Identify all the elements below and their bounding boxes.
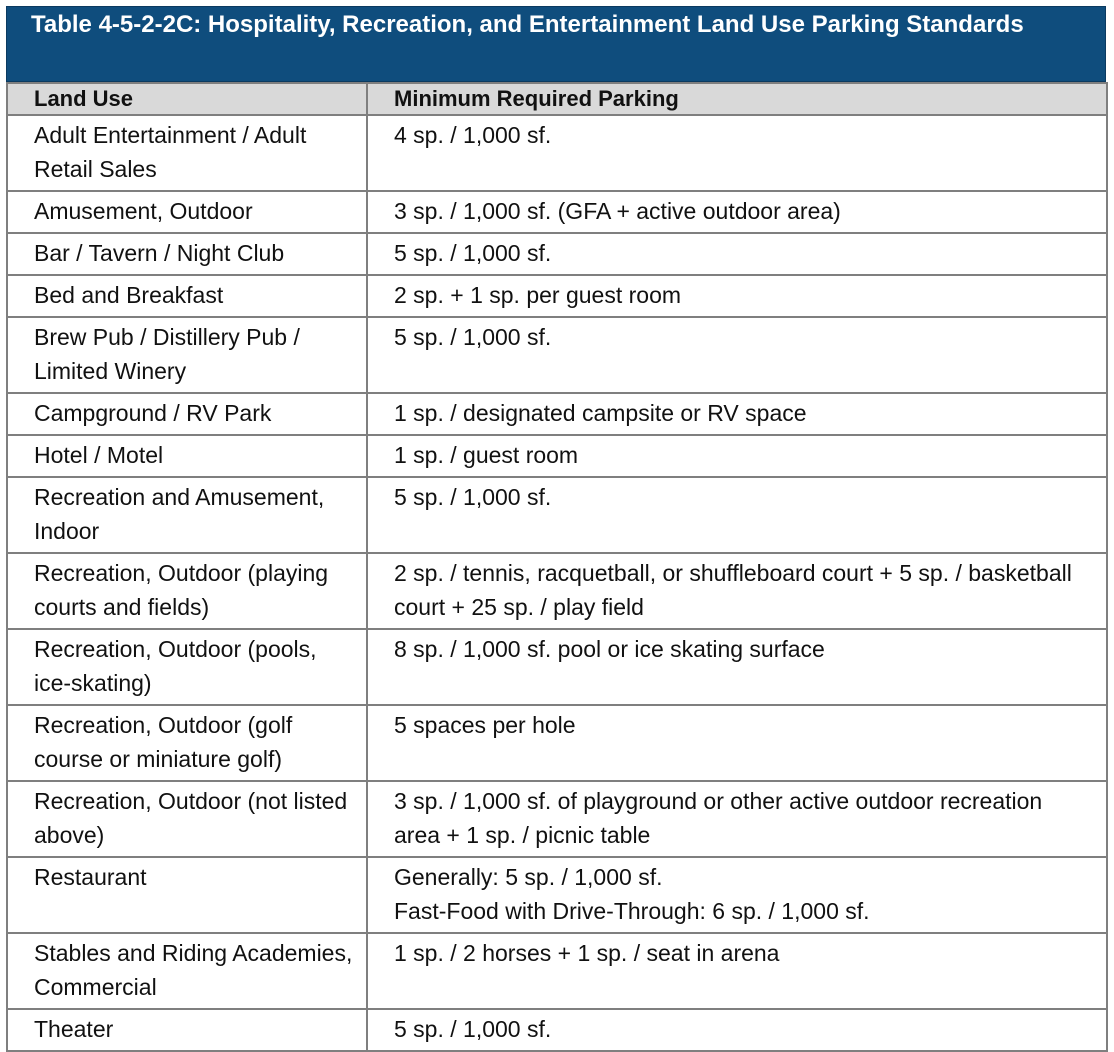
land-use-cell: Brew Pub / Distillery Pub / Limited Winery [7,317,367,393]
parking-requirement-text: 1 sp. / 2 horses + 1 sp. / seat in arena [394,940,780,966]
parking-requirement-cell [367,933,1107,1009]
parking-requirement-text: 1 sp. / designated campsite or RV space [394,400,807,426]
parking-requirement-cell [367,477,1107,553]
parking-requirement-cell [367,115,1107,191]
parking-requirement-text: 4 sp. / 1,000 sf. [394,122,552,148]
parking-requirement-text: 3 sp. / 1,000 sf. (GFA + active outdoor area) [394,198,841,224]
table-title: Table 4-5-2-2C: Hospitality, Recreation, and Entertainment Land Use Parking Standards [6,6,1106,82]
table-row [7,477,1107,553]
parking-requirement-cell [367,233,1107,275]
parking-requirement-cell [367,781,1107,857]
table-body [7,115,1107,1051]
land-use-cell: Bed and Breakfast [7,275,367,317]
header-minimum-required-parking: Minimum Required Parking [367,83,1107,115]
land-use-cell: Amusement, Outdoor [7,191,367,233]
header-land-use: Land Use [7,83,367,115]
land-use-cell: Bar / Tavern / Night Club [7,233,367,275]
table-row [7,857,1107,933]
table-row [7,275,1107,317]
parking-requirement-cell [367,1009,1107,1051]
table-row [7,1009,1107,1051]
parking-requirement-text: 2 sp. + 1 sp. per guest room [394,282,682,308]
table-row [7,933,1107,1009]
parking-requirement-cell [367,705,1107,781]
parking-requirement-text: 1 sp. / guest room [394,442,579,468]
parking-requirement-text: 5 sp. / 1,000 sf. [394,240,552,266]
parking-standards-table-container [6,6,1106,1052]
table-row [7,393,1107,435]
table-row [7,781,1107,857]
table-row [7,435,1107,477]
parking-requirement-cell [367,435,1107,477]
parking-requirement-cell [367,275,1107,317]
parking-requirement-text: 5 spaces per hole [394,712,576,738]
land-use-cell: Recreation, Outdoor (golf course or miniature golf) [7,705,367,781]
table-row [7,629,1107,705]
table-row [7,115,1107,191]
land-use-cell: Stables and Riding Academies, Commercial [7,933,367,1009]
land-use-cell: Recreation, Outdoor (playing courts and fields) [7,553,367,629]
table-row [7,191,1107,233]
table-header-row [7,83,1107,115]
land-use-cell: Theater [7,1009,367,1051]
table-row [7,233,1107,275]
parking-requirement-cell [367,857,1107,933]
parking-requirement-text: 8 sp. / 1,000 sf. pool or ice skating surface [394,636,825,662]
land-use-cell: Recreation, Outdoor (pools, ice-skating) [7,629,367,705]
parking-requirement-cell [367,317,1107,393]
land-use-cell: Recreation and Amusement, Indoor [7,477,367,553]
parking-requirement-cell [367,191,1107,233]
parking-standards-table [6,82,1108,1052]
land-use-cell: Restaurant [7,857,367,933]
parking-requirement-text: Generally: 5 sp. / 1,000 sf. [394,864,663,890]
table-row [7,553,1107,629]
land-use-cell: Adult Entertainment / Adult Retail Sales [7,115,367,191]
parking-requirement-text: Fast-Food with Drive-Through: 6 sp. / 1,000 sf. [394,898,870,924]
parking-requirement-cell [367,393,1107,435]
parking-requirement-text: 5 sp. / 1,000 sf. [394,484,552,510]
land-use-cell: Campground / RV Park [7,393,367,435]
parking-requirement-text: 5 sp. / 1,000 sf. [394,1016,552,1042]
parking-requirement-text: 2 sp. / tennis, racquetball, or shuffleboard court + 5 sp. / basketball court + 25 sp. / play field [394,560,1072,620]
table-row [7,317,1107,393]
parking-requirement-cell [367,629,1107,705]
land-use-cell: Hotel / Motel [7,435,367,477]
parking-requirement-text: 3 sp. / 1,000 sf. of playground or other active outdoor recreation area + 1 sp. / picnic table [394,788,1043,848]
land-use-cell: Recreation, Outdoor (not listed above) [7,781,367,857]
table-row [7,705,1107,781]
parking-requirement-text: 5 sp. / 1,000 sf. [394,324,552,350]
parking-requirement-cell [367,553,1107,629]
